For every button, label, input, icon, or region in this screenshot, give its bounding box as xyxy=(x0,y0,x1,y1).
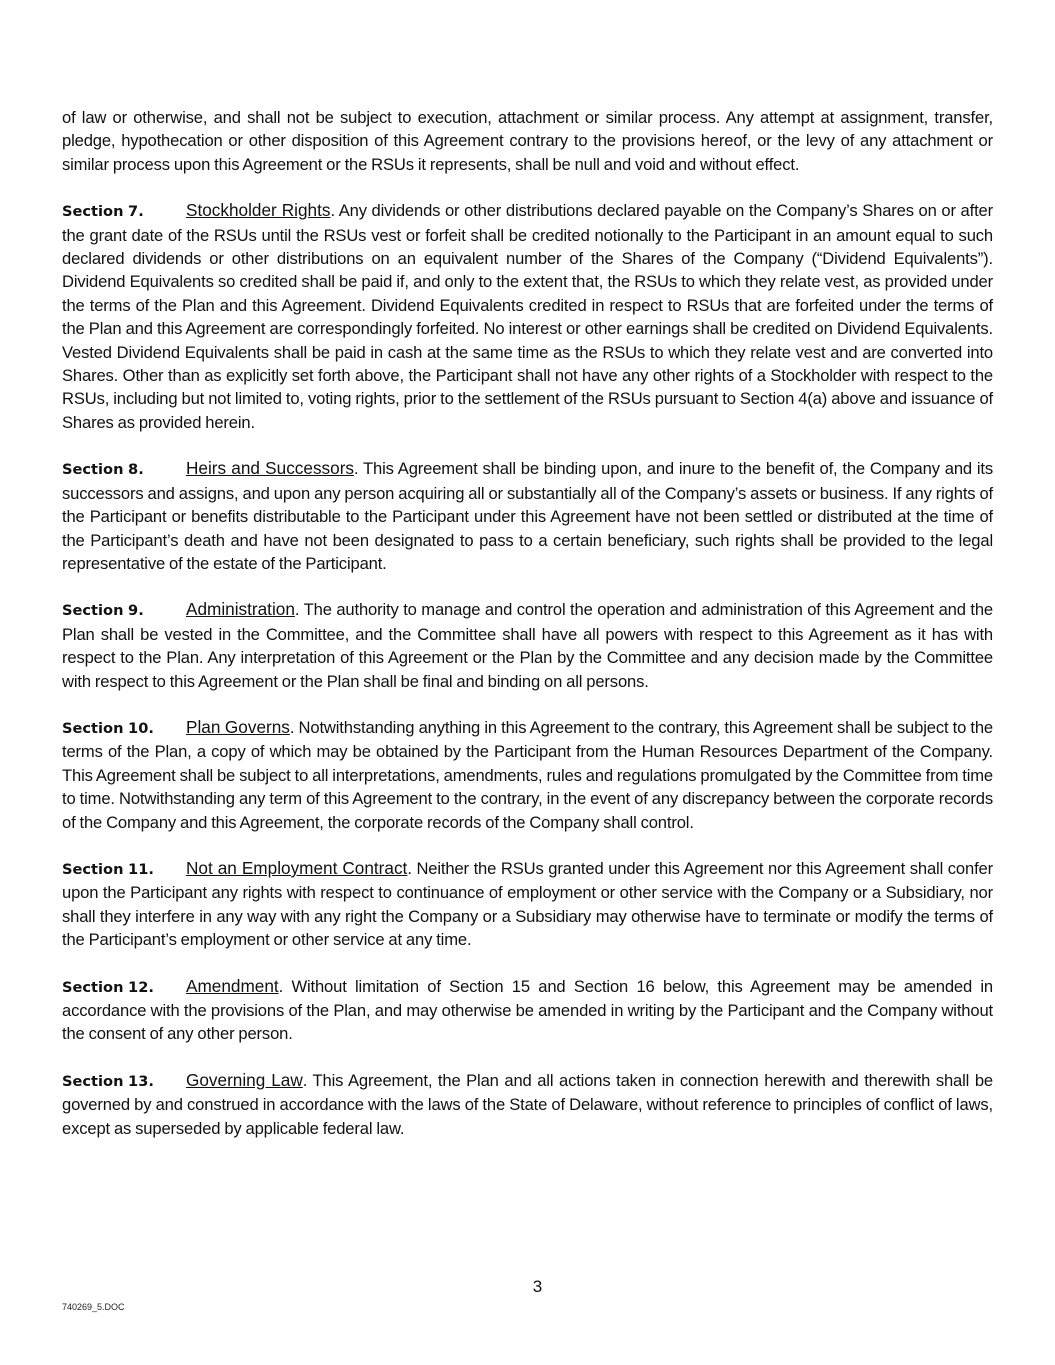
section-13-title: Governing Law xyxy=(186,1069,303,1090)
section-7-title: Stockholder Rights xyxy=(186,200,331,221)
section-8-body: . This Agreement shall be binding upon, and inure to the benefit of, the Company and its successors and assigns, and upon any person acquiring all or substantially all of the Company’s assets or business. If any rights of the Participant or benefits distributable to the Participant under this Agreement have not been settled or distributed at the time of the Participant’s death and have not been designated to pass to a certain beneficiary, such rights shall be provided to the legal representative of the estate of the Participant. xyxy=(62,459,993,573)
section-12-label: Section 12. xyxy=(62,978,154,996)
section-11-title: Not an Employment Contract xyxy=(186,857,408,878)
document-id-footer: 740269_5.DOC xyxy=(62,1302,125,1312)
section-10-label: Section 10. xyxy=(62,719,154,737)
section-13-body: . This Agreement, the Plan and all actions taken in connection herewith and therewith shall be governed by and construed in accordance with the laws of the State of Delaware, without reference to principles of conflict of laws, except as superseded by applicable federal law. xyxy=(62,1070,993,1138)
section-7-paragraph xyxy=(62,199,993,434)
section-12-body: . Without limitation of Section 15 and Section 16 below, this Agreement may be amended in accordance with the provisions of the Plan, and may otherwise be amended in writing by the Participant and the Company without the consent of any other person. xyxy=(62,976,993,1044)
section-12-paragraph xyxy=(62,975,993,1046)
section-10-body: . Notwithstanding anything in this Agreement to the contrary, this Agreement shall be subject to the terms of the Plan, a copy of which may be obtained by the Participant from the Human Resources Department of the Company. This Agreement shall be subject to all interpretations, amendments, rules and regulations promulgated by the Committee from time to time. Notwithstanding any term of this Agreement to the contrary, in the event of any discrepancy between the corporate records of the Company and this Agreement, the corporate records of the Company shall control. xyxy=(62,717,994,832)
section-12-title: Amendment xyxy=(186,975,279,996)
section-11-paragraph xyxy=(62,857,993,952)
section-8-title: Heirs and Successors xyxy=(186,458,355,479)
section-13-paragraph xyxy=(62,1069,993,1140)
section-9-label: Section 9. xyxy=(62,602,144,620)
continuation-paragraph: of law or otherwise, and shall not be subject to execution, attachment or similar process. Any attempt at assignment, transfer, pledge, hypothecation or other disposition of this Agreement contrary to the provisions hereof, or the levy of any attachment or similar process upon this Agreement or the RSUs it represents, shall be null and void and without effect. xyxy=(62,108,993,174)
document-body xyxy=(62,106,993,1163)
section-10-title: Plan Governs xyxy=(186,716,290,737)
section-13-label: Section 13. xyxy=(62,1072,154,1090)
section-11-label: Section 11. xyxy=(62,860,154,878)
section-7-body: . Any dividends or other distributions declared payable on the Company’s Shares on or after the grant date of the RSUs until the RSUs vest or forfeit shall be credited notionally to the Participant in an amount equal to such declared dividends or other distributions on an equivalent number of the Shares of the Company (“Dividend Equivalents”). Dividend Equivalents so credited shall be paid if, and only to the extent that, the RSUs to which they relate vest, as provided under the terms of the Plan and this Agreement. Dividend Equivalents credited in respect to RSUs that are forfeited under the terms of the Plan and this Agreement are correspondingly forfeited. No interest or other earnings shall be credited on Dividend Equivalents. Vested Dividend Equivalents shall be paid in cash at the same time as the RSUs to which they relate vest and are converted into Shares. Other than as explicitly set forth above, the Participant shall not have any other rights of a Stockholder with respect to the RSUs, including but not limited to, voting rights, prior to the settlement of the RSUs pursuant to Section 4(a) above and issuance of Shares as provided herein. xyxy=(62,201,993,432)
section-8-paragraph xyxy=(62,457,993,575)
page-number: 3 xyxy=(532,1277,543,1296)
section-7-label: Section 7. xyxy=(62,203,144,221)
section-10-paragraph xyxy=(62,716,993,834)
section-9-paragraph xyxy=(62,598,993,693)
section-9-title: Administration xyxy=(186,599,295,620)
section-8-label: Section 8. xyxy=(62,461,144,479)
section-9-body: . The authority to manage and control the operation and administration of this Agreement and the Plan shall be vested in the Committee, and the Committee shall have all powers with respect to this Agreement as it has with respect to the Plan. Any interpretation of this Agreement or the Plan by the Committee and any decision made by the Committee with respect to this Agreement or the Plan shall be final and binding on all persons. xyxy=(62,600,993,691)
section-11-body: . Neither the RSUs granted under this Agreement nor this Agreement shall confer upon the Participant any rights with respect to continuance of employment or other service with the Company or a Subsidiary, nor shall they interfere in any way with any right the Company or a Subsidiary may otherwise have to terminate or modify the terms of the Participant’s employment or other service at any time. xyxy=(62,858,994,950)
